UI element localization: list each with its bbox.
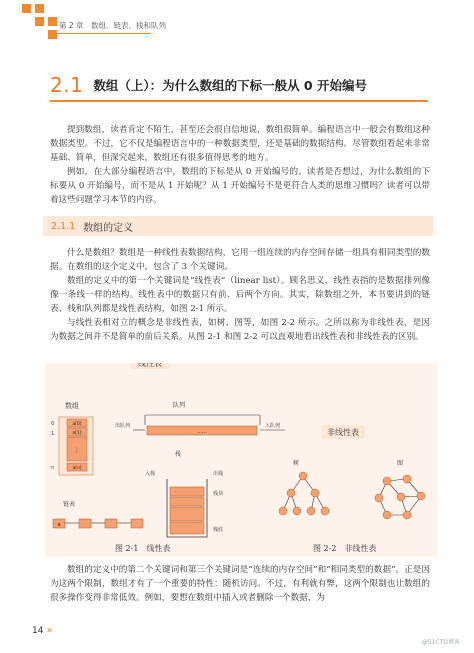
array-cell-label: a[n] <box>72 466 82 471</box>
deco-square <box>48 17 57 26</box>
figure-caption-2: 图 2-2 非线性表 <box>313 544 377 553</box>
chevron-right-icon: » <box>46 625 53 636</box>
stack-item <box>170 497 204 506</box>
subsection-header <box>43 216 433 236</box>
paragraph: 与线性表相对立的概念是非线性表，如树、图等，如图 2-2 所示。之所以称为非线性表，是因为数据之间并不是简单的前后关系。从图 2-1 和图 2-2 可以直观地看出线性表和非线性表的区别。 <box>50 318 430 343</box>
linked-node-label: a <box>57 522 61 528</box>
page-number: 14 <box>32 625 44 636</box>
subsection-number: 2.1.1 <box>51 220 76 232</box>
subsection-title: 数组的定义 <box>83 222 134 234</box>
paragraph: 什么是数组？数组是一种线性表数据结构，它用一组连续的内存空间存储一组具有相同类型的数据。在数组的这个定义中，包含了 3 个关键词。 <box>50 248 430 273</box>
deco-square <box>48 30 57 39</box>
stack-out-label: 出栈 <box>213 471 224 477</box>
tree-node <box>287 489 295 497</box>
figure <box>45 363 437 557</box>
stack-item <box>170 487 204 496</box>
graph-node <box>383 511 391 519</box>
header-rule <box>56 33 151 34</box>
array-index-1: 1 <box>51 431 55 437</box>
stack-label: 栈 <box>175 451 182 458</box>
queue-dots: …… <box>197 429 207 435</box>
linear-title: 线性表 <box>138 363 162 368</box>
figure-illustration <box>45 363 437 557</box>
queue-out-label: 出队列 <box>115 423 131 429</box>
tree-node <box>321 507 329 515</box>
stack-top-label: 栈顶 <box>213 491 224 497</box>
tree-node <box>311 489 319 497</box>
array-cell-label: a[0] <box>72 422 82 427</box>
figure-background <box>45 363 437 557</box>
tree-label: 树 <box>293 460 300 467</box>
graph-node <box>417 492 425 500</box>
graph-node <box>375 494 383 502</box>
deco-square <box>22 4 31 13</box>
array-cell-label: ⋮ <box>74 447 80 454</box>
queue-in-label: 入队列 <box>265 423 281 429</box>
tree-node <box>299 472 307 480</box>
stack-in-label: 入栈 <box>145 471 156 477</box>
figure-caption-1: 图 2-1 线性表 <box>115 544 171 553</box>
graph-node <box>397 493 405 501</box>
stack-item <box>170 507 204 521</box>
array-cell-label: a[1] <box>72 431 82 436</box>
graph-node <box>403 511 411 519</box>
paragraph: 数组的定义中的第二个关键词和第三个关键词是“连续的内存空间”和“相同类型的数据”。正是因为这两个限制，数组才有了一个重要的特性：随机访问。不过，有利就有弊，这两个限制也让数组的很多操作变得非常低效。例如，要想在数组中插入或者删除一个数据，为 <box>50 565 430 604</box>
array-index-n: n <box>51 465 55 471</box>
paragraph: 例如，在大部分编程语言中，数组的下标是从 0 开始编号的。读者是否想过，为什么数组的下标要从 0 开始编号，而不是从 1 开始呢？从 1 开始编号不是更符合人类的思维习惯吗？读者可以带着这些问题学习本节的内容。 <box>50 167 430 206</box>
linked-list-label: 链表 <box>63 501 76 508</box>
array-index-0: 0 <box>51 421 55 427</box>
linked-node <box>79 519 91 528</box>
linked-node <box>131 519 143 528</box>
tree-node <box>279 507 287 515</box>
tree-node <box>293 507 301 515</box>
watermark: @51CTO博客 <box>421 639 460 646</box>
deco-square <box>35 4 44 13</box>
array-label: 数组 <box>65 402 79 410</box>
stack-item <box>170 522 204 534</box>
chapter-header <box>0 0 474 42</box>
chapter-label: 第 2 章 数组、链表、栈和队列 <box>59 21 167 30</box>
section-number: 2.1 <box>50 73 84 97</box>
paragraph: 数组的定义中的第一个关键词是“线性表”（linear list）。顾名思义，线性表指的是数据排列像像一条线一样的结构。线性表中的数据只有前、后两个方向。其实，除数组之外，本书要讲到的链表、栈和队列都是线性表结构，如图 2-1 所示。 <box>50 276 430 315</box>
section-title <box>50 74 367 96</box>
section-heading: 数组（上）：为什么数组的下标一般从 0 开始编号 <box>93 78 367 93</box>
stack-bottom-label: 栈底 <box>213 527 224 533</box>
title-underline <box>50 100 428 102</box>
page-footer <box>32 625 53 636</box>
graph-node <box>383 477 391 485</box>
nonlinear-title: 非线性表 <box>327 428 359 437</box>
graph-label: 图 <box>397 460 404 467</box>
paragraph: 提到数组，读者肯定不陌生，甚至还会很自信地说，数组很简单。编程语言中一般会有数组这种数据类型。不过，它不仅是编程语言中的一种数据类型，还是基础的数据结构。尽管数组看起来非常基础、简单，但深究起来，数组还有很多值得思考的地方。 <box>50 125 430 164</box>
deco-square <box>35 17 44 26</box>
queue-label: 队列 <box>173 402 186 409</box>
linked-node <box>105 519 117 528</box>
tree-node <box>307 507 315 515</box>
graph-node <box>403 475 411 483</box>
